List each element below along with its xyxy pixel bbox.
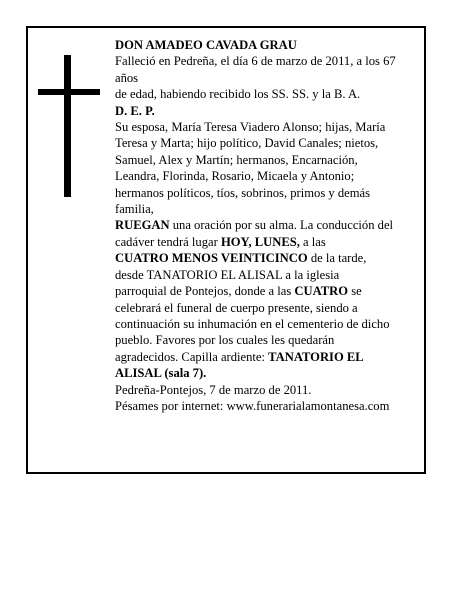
ruegan-rest: una oración por su alma. La conducción del	[169, 218, 394, 233]
tanatorio-bold-1: TANATORIO EL	[268, 349, 364, 364]
tanatorio-line	[115, 365, 418, 381]
dep-line: D. E. P.	[115, 103, 155, 118]
cuatro-bold: CUATRO	[294, 284, 349, 299]
ruegan-bold: RUEGAN	[115, 218, 170, 233]
capilla-line	[115, 349, 418, 365]
parish-start: parroquial de Pontejos, donde a las	[115, 284, 295, 299]
family-line: familia,	[115, 202, 154, 217]
death-line-2: años	[115, 70, 139, 85]
latin-cross-icon	[38, 55, 100, 197]
funeral-line: continuación su inhumación en el cementerio de dicho	[115, 316, 390, 331]
family-line: Samuel, Alex y Martín; hermanos, Encarnación,	[115, 152, 358, 167]
conduccion-end: a las	[299, 234, 326, 249]
death-line-1: Falleció en Pedreña, el día 6 de marzo de 2011, a los 67	[115, 54, 396, 69]
family-line: Su esposa, María Teresa Viadero Alonso; hijas, María	[115, 120, 386, 135]
cross-horizontal-bar	[38, 89, 100, 95]
ruegan-line	[115, 217, 418, 233]
family-line: hermanos políticos, tíos, sobrinos, primos y demás	[115, 185, 371, 200]
hora-rest: de la tarde,	[307, 251, 367, 266]
hora-line	[115, 250, 418, 266]
place-date: Pedreña-Pontejos, 7 de marzo de 2011.	[115, 382, 312, 397]
tanatorio-bold-2: ALISAL (sala 7).	[115, 366, 207, 381]
obituary-text	[115, 37, 418, 414]
death-line-3: de edad, habiendo recibido los SS. SS. y la B. A.	[115, 87, 361, 102]
conduccion-line	[115, 234, 418, 250]
deceased-name: DON AMADEO CAVADA GRAU	[115, 38, 297, 52]
family-line: Leandra, Florinda, Rosario, Micaela y Antonio;	[115, 169, 355, 184]
hora-bold: CUATRO MENOS VEINTICINCO	[115, 251, 308, 266]
hoy-lunes: HOY, LUNES,	[220, 234, 300, 249]
conduccion-start: cadáver tendrá lugar	[115, 234, 221, 249]
parish-end: se	[348, 284, 362, 299]
condolences-line: Pésames por internet: www.funerarialamontanesa.com	[115, 398, 390, 413]
funeral-line: pueblo. Favores por los cuales les quedarán	[115, 333, 335, 348]
cross-vertical-bar	[64, 55, 71, 197]
family-line: Teresa y Marta; hijo político, David Canales; nietos,	[115, 136, 379, 151]
route-line: desde TANATORIO EL ALISAL a la iglesia	[115, 267, 340, 282]
funeral-line: celebrará el funeral de cuerpo presente, siendo a	[115, 300, 358, 315]
capilla-start: agradecidos. Capilla ardiente:	[115, 349, 269, 364]
parish-line	[115, 283, 418, 299]
